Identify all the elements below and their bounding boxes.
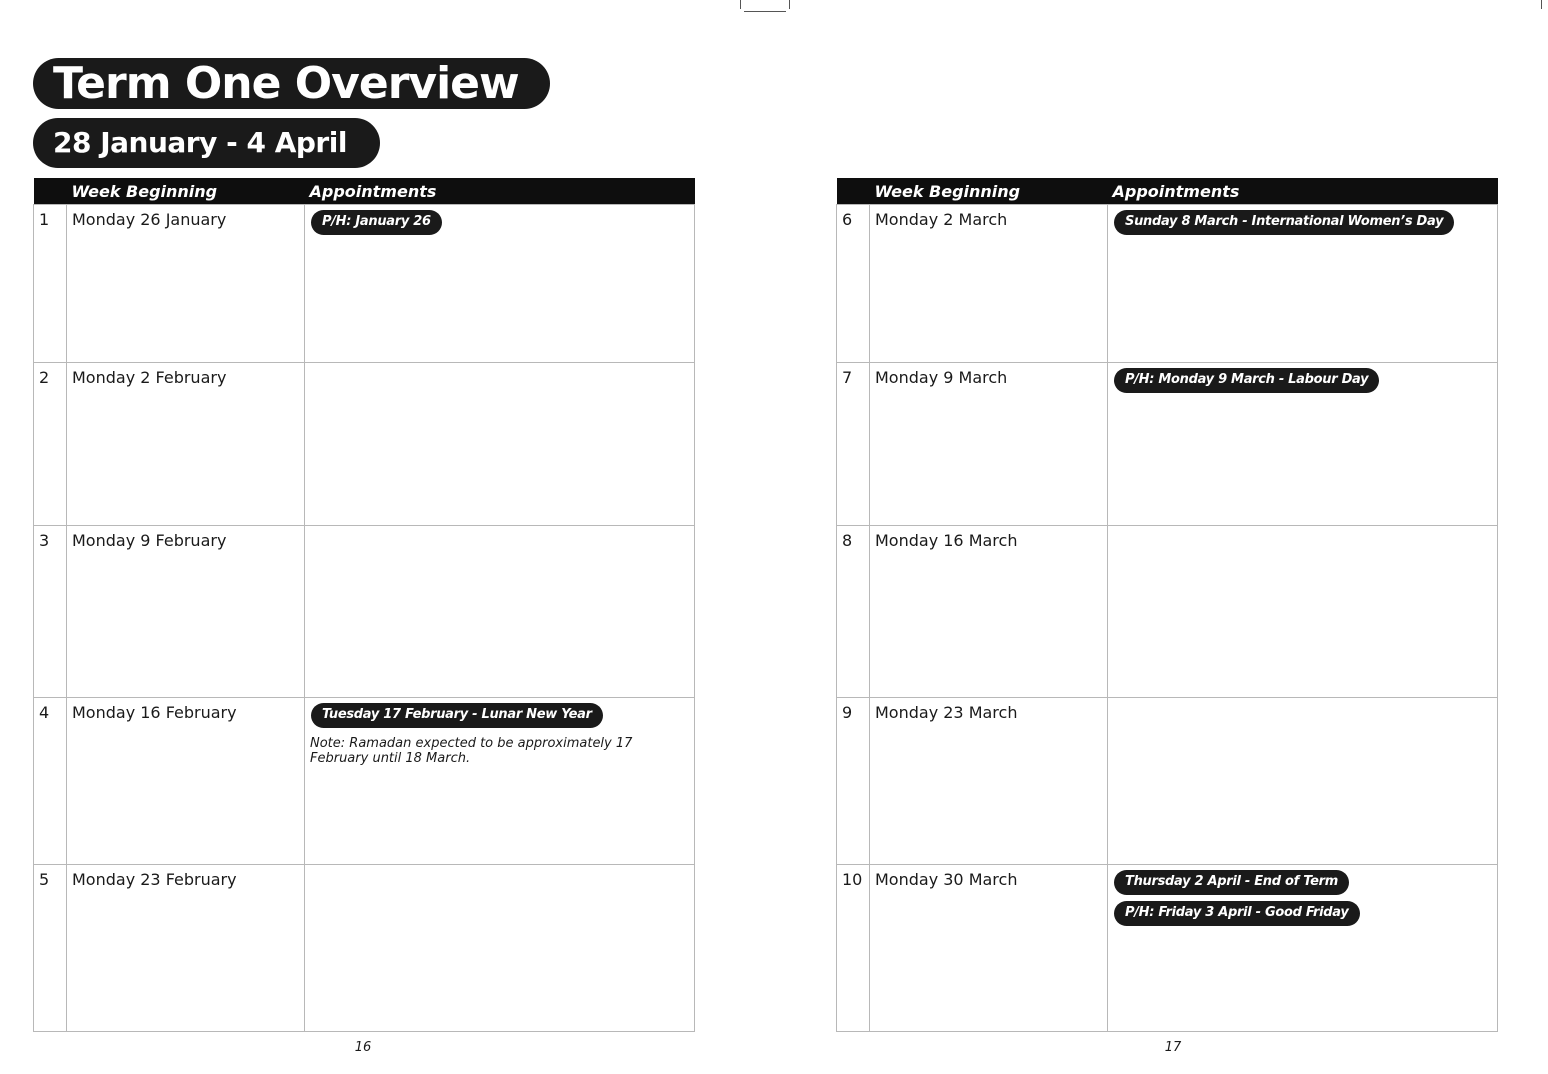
column-header-number <box>837 178 870 205</box>
week-number: 2 <box>34 363 67 526</box>
page-number-right: 17 <box>1164 1040 1182 1055</box>
week-beginning: Monday 23 March <box>870 698 1108 865</box>
week-number: 8 <box>837 526 870 698</box>
week-number: 9 <box>837 698 870 865</box>
table-row <box>837 865 1498 1032</box>
column-header-week: Week Beginning <box>67 178 305 205</box>
appointments-cell[interactable] <box>305 526 695 698</box>
overview-table-right <box>836 178 1498 1032</box>
crop-mark <box>1541 0 1542 9</box>
crop-mark <box>789 0 790 9</box>
page-number-left: 16 <box>354 1040 372 1055</box>
appointment-badge: P/H: Monday 9 March - Labour Day <box>1114 368 1379 393</box>
appointment-badge: Thursday 2 April - End of Term <box>1114 870 1349 895</box>
crop-mark <box>740 0 741 9</box>
week-number: 10 <box>837 865 870 1032</box>
week-number: 1 <box>34 205 67 363</box>
overview-table-left <box>33 178 695 1032</box>
table-header-row <box>34 178 695 205</box>
table-row <box>837 363 1498 526</box>
week-number: 7 <box>837 363 870 526</box>
appointments-cell[interactable] <box>305 698 695 865</box>
week-number: 3 <box>34 526 67 698</box>
appointments-cell[interactable] <box>1108 526 1498 698</box>
table-row <box>34 865 695 1032</box>
appointments-cell[interactable] <box>1108 363 1498 526</box>
week-beginning: Monday 2 March <box>870 205 1108 363</box>
week-beginning: Monday 23 February <box>67 865 305 1032</box>
week-beginning: Monday 16 March <box>870 526 1108 698</box>
table-row <box>837 205 1498 363</box>
week-number: 6 <box>837 205 870 363</box>
table-row <box>34 526 695 698</box>
appointments-cell[interactable] <box>305 363 695 526</box>
table-row <box>34 205 695 363</box>
appointments-cell[interactable] <box>1108 865 1498 1032</box>
appointments-cell[interactable] <box>1108 698 1498 865</box>
appointment-badge: P/H: January 26 <box>311 210 442 235</box>
table-row <box>837 698 1498 865</box>
appointment-badge: Tuesday 17 February - Lunar New Year <box>311 703 603 728</box>
appointment-badge: P/H: Friday 3 April - Good Friday <box>1114 901 1360 926</box>
appointments-cell[interactable] <box>1108 205 1498 363</box>
appointments-cell[interactable] <box>305 205 695 363</box>
week-beginning: Monday 26 January <box>67 205 305 363</box>
table-row <box>34 363 695 526</box>
column-header-appointments: Appointments <box>1108 178 1498 205</box>
appointment-note: Note: Ramadan expected to be approximately 17 February until 18 March. <box>310 736 633 766</box>
week-beginning: Monday 9 February <box>67 526 305 698</box>
table-row <box>837 526 1498 698</box>
crop-mark <box>744 11 786 12</box>
week-number: 4 <box>34 698 67 865</box>
appointment-badge: Sunday 8 March - International Women’s Day <box>1114 210 1454 235</box>
week-beginning: Monday 16 February <box>67 698 305 865</box>
column-header-appointments: Appointments <box>305 178 695 205</box>
column-header-week: Week Beginning <box>870 178 1108 205</box>
table-header-row <box>837 178 1498 205</box>
column-header-number <box>34 178 67 205</box>
week-number: 5 <box>34 865 67 1032</box>
week-beginning: Monday 30 March <box>870 865 1108 1032</box>
appointments-cell[interactable] <box>305 865 695 1032</box>
term-dates-subtitle: 28 January - 4 April <box>33 118 380 168</box>
week-beginning: Monday 9 March <box>870 363 1108 526</box>
table-row <box>34 698 695 865</box>
page-title: Term One Overview <box>33 58 550 109</box>
week-beginning: Monday 2 February <box>67 363 305 526</box>
